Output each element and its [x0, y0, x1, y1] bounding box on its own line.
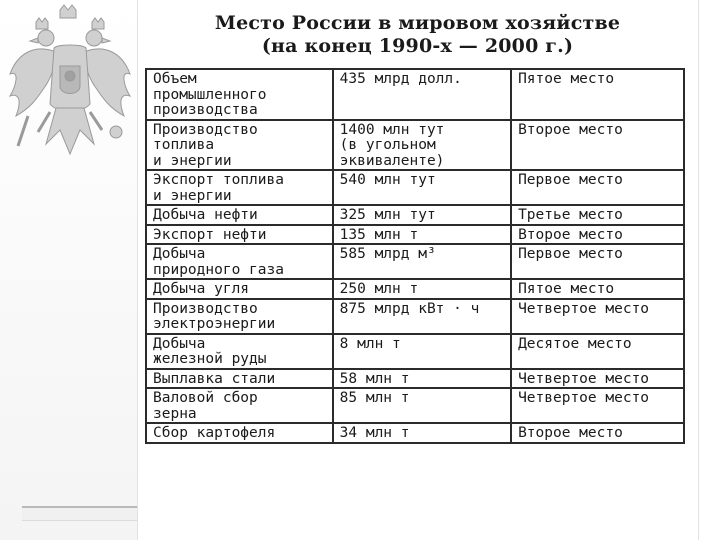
indicator-cell: Экспорт нефти — [146, 225, 333, 245]
place-cell: Десятое место — [511, 334, 684, 369]
value-cell: 135 млн т — [333, 225, 511, 245]
table-row — [146, 423, 684, 443]
place-cell: Третье место — [511, 205, 684, 225]
value-cell: 34 млн т — [333, 423, 511, 443]
title-line-2: (на конец 1990-х — 2000 г.) — [261, 35, 574, 57]
decorative-strip — [22, 506, 137, 521]
indicator-cell: Валовой сбор зерна — [146, 388, 333, 423]
table-row — [146, 244, 684, 279]
indicator-cell: Добыча железной руды — [146, 334, 333, 369]
table-row — [146, 120, 684, 171]
value-cell: 875 млрд кВт · ч — [333, 299, 511, 334]
value-cell: 1400 млн тут (в угольном эквиваленте) — [333, 120, 511, 171]
value-cell: 435 млрд долл. — [333, 69, 511, 120]
value-cell: 8 млн т — [333, 334, 511, 369]
indicator-cell: Выплавка стали — [146, 369, 333, 389]
page-title — [140, 12, 695, 58]
title-line-1: Место России в мировом хозяйстве — [214, 12, 621, 34]
indicator-cell: Добыча природного газа — [146, 244, 333, 279]
value-cell: 585 млрд м³ — [333, 244, 511, 279]
place-cell: Четвертое место — [511, 388, 684, 423]
table-row — [146, 279, 684, 299]
place-cell: Пятое место — [511, 69, 684, 120]
value-cell: 325 млн тут — [333, 205, 511, 225]
place-cell: Четвертое место — [511, 299, 684, 334]
place-cell: Первое место — [511, 170, 684, 205]
place-cell: Второе место — [511, 423, 684, 443]
indicator-cell: Добыча угля — [146, 279, 333, 299]
indicator-cell: Добыча нефти — [146, 205, 333, 225]
table-row — [146, 225, 684, 245]
statistics-table — [145, 68, 685, 444]
table-row — [146, 170, 684, 205]
value-cell: 250 млн т — [333, 279, 511, 299]
table-row — [146, 334, 684, 369]
table-row — [146, 388, 684, 423]
place-cell: Пятое место — [511, 279, 684, 299]
value-cell: 85 млн т — [333, 388, 511, 423]
indicator-cell: Сбор картофеля — [146, 423, 333, 443]
value-cell: 540 млн тут — [333, 170, 511, 205]
table-row — [146, 69, 684, 120]
indicator-cell: Объем промышленного производства — [146, 69, 333, 120]
table-row — [146, 205, 684, 225]
indicator-cell: Производство электроэнергии — [146, 299, 333, 334]
value-cell: 58 млн т — [333, 369, 511, 389]
table-row — [146, 299, 684, 334]
table-row — [146, 369, 684, 389]
indicator-cell: Производство топлива и энергии — [146, 120, 333, 171]
place-cell: Второе место — [511, 120, 684, 171]
place-cell: Первое место — [511, 244, 684, 279]
indicator-cell: Экспорт топлива и энергии — [146, 170, 333, 205]
place-cell: Второе место — [511, 225, 684, 245]
place-cell: Четвертое место — [511, 369, 684, 389]
double-headed-eagle-emblem-icon — [6, 4, 134, 162]
